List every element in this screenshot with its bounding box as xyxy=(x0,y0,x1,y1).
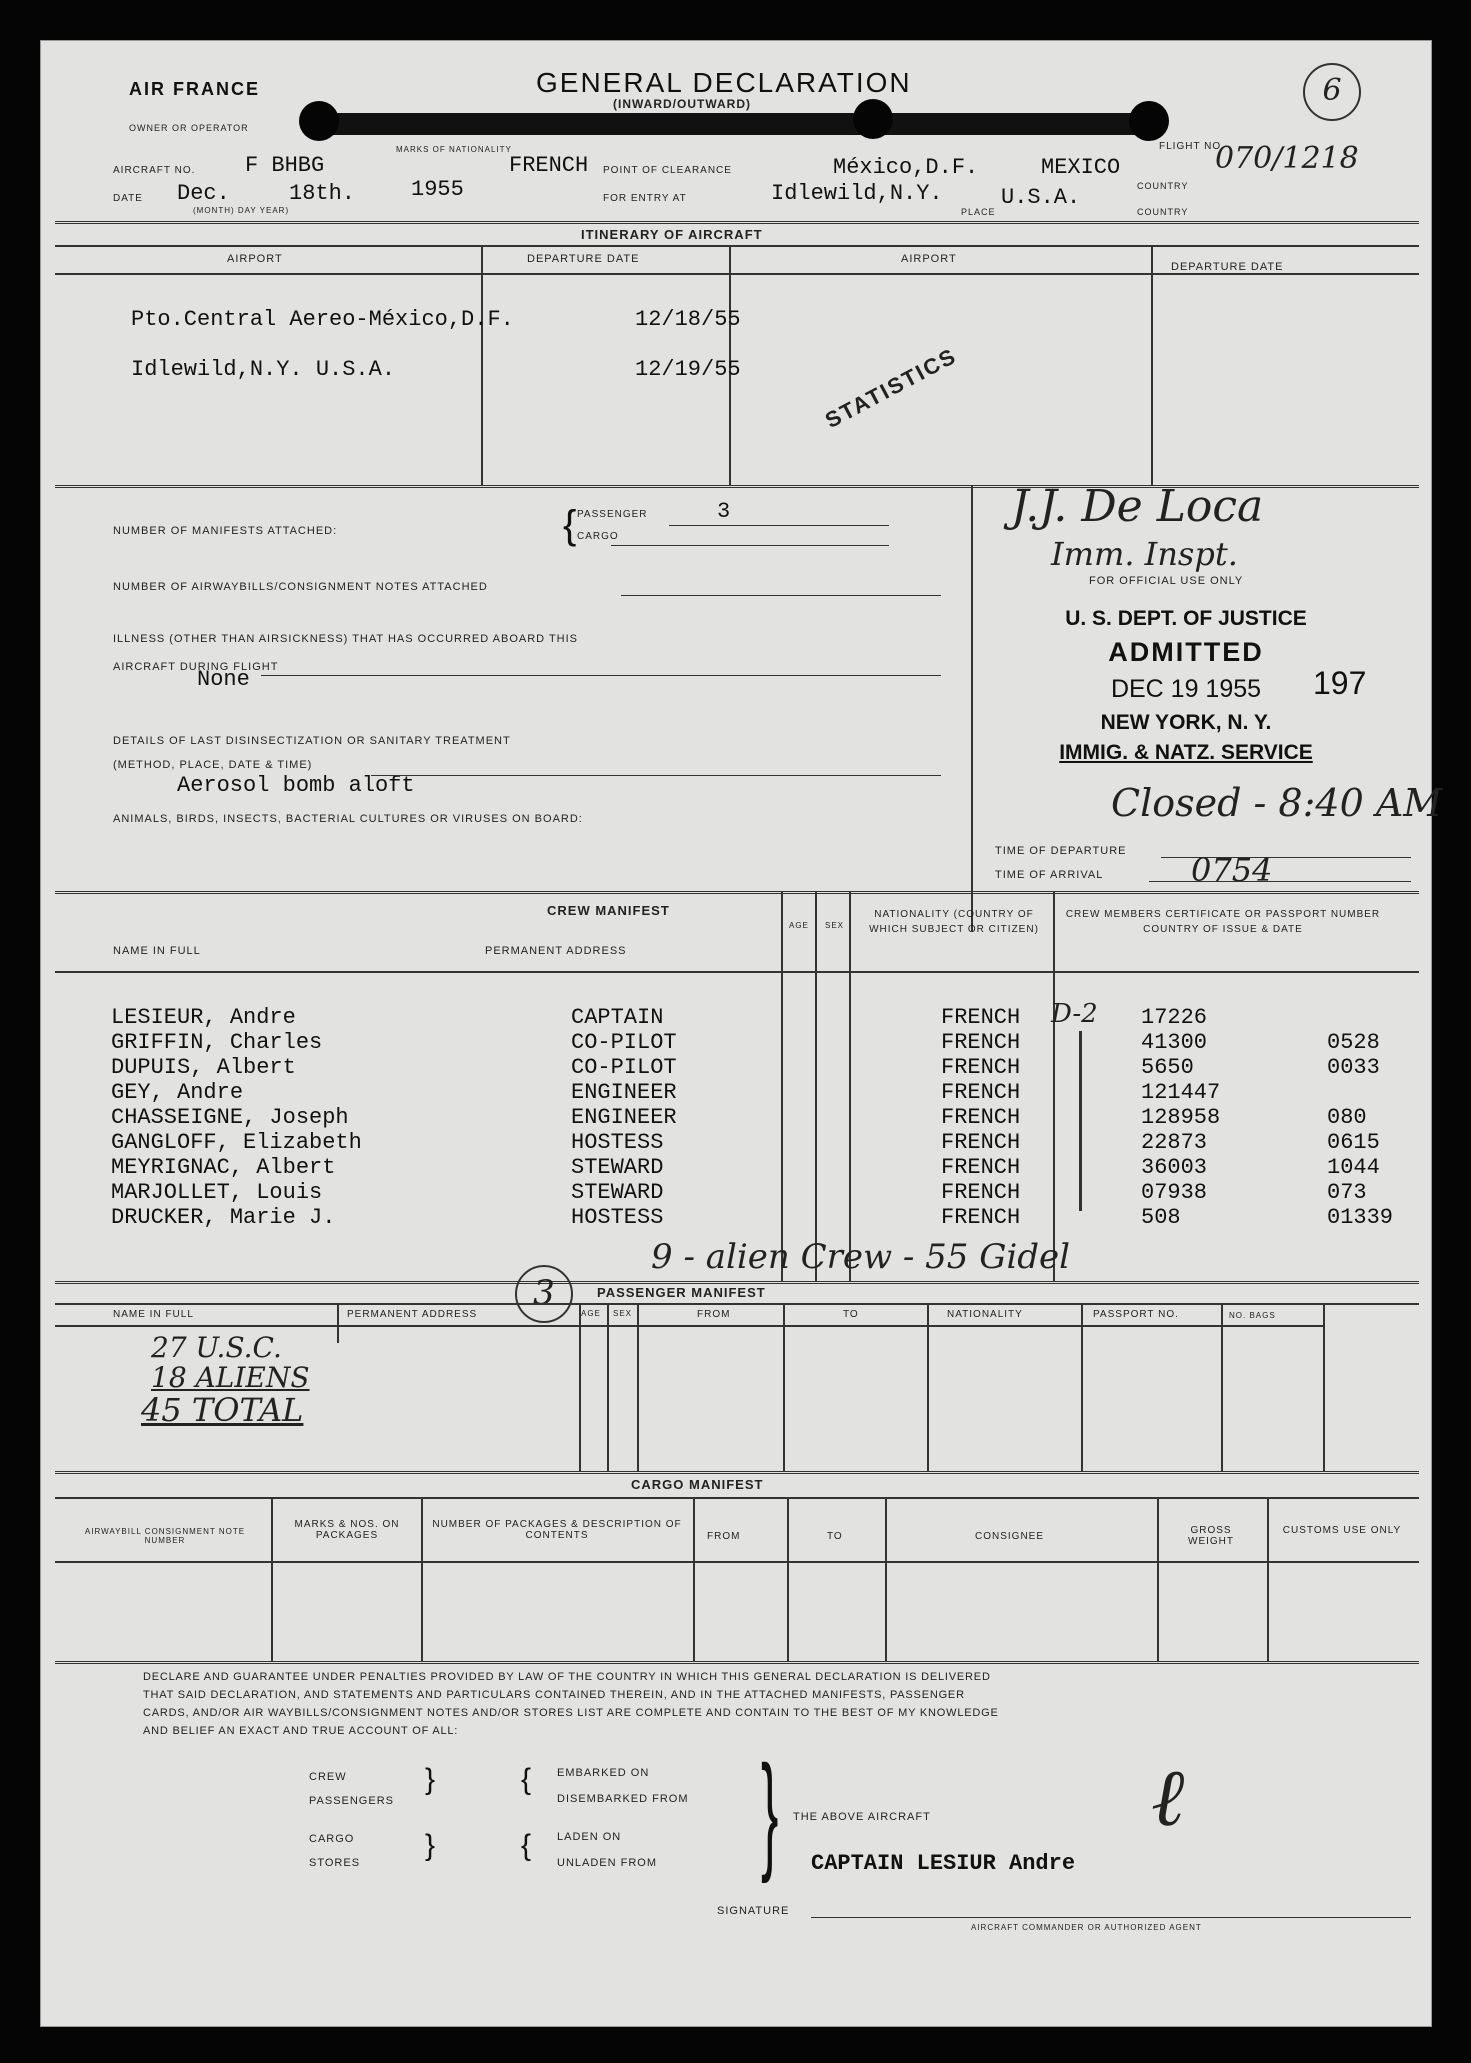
arrival-time-value: 0754 xyxy=(1191,851,1273,889)
divider xyxy=(55,1325,1325,1327)
cargo-col-to: TO xyxy=(827,1531,843,1542)
divider xyxy=(55,891,1419,894)
manifests-label: NUMBER OF MANIFESTS ATTACHED: xyxy=(113,525,338,537)
cargo-col-consignee: CONSIGNEE xyxy=(975,1531,1045,1542)
crew-role: CO-PILOT xyxy=(571,1030,677,1055)
crew-nationality: FRENCH xyxy=(941,1155,1021,1180)
airwaybills-label: NUMBER OF AIRWAYBILLS/CONSIGNMENT NOTES ATTACHED xyxy=(113,581,488,593)
stamp-date: DEC 19 1955 xyxy=(1110,675,1262,703)
declaration-text-1: DECLARE AND GUARANTEE UNDER PENALTIES PROVIDED BY LAW OF THE COUNTRY IN WHICH THIS GENERAL DECLARATION IS DELIVERED xyxy=(143,1671,991,1683)
crew-nationality: FRENCH xyxy=(941,1055,1021,1080)
animals-label: ANIMALS, BIRDS, INSECTS, BACTERIAL CULTURES OR VIRUSES ON BOARD: xyxy=(113,813,583,825)
crew-nationality: FRENCH xyxy=(941,1105,1021,1130)
declaration-text-4: AND BELIEF AN EXACT AND TRUE ACCOUNT OF ALL: xyxy=(143,1725,459,1737)
crew-name: MEYRIGNAC, Albert xyxy=(111,1155,336,1180)
decl-brace: } xyxy=(425,1763,436,1796)
divider xyxy=(669,525,889,526)
form-subtitle: (INWARD/OUTWARD) xyxy=(613,97,751,111)
divider xyxy=(611,545,889,546)
pax-col-name: NAME IN FULL xyxy=(113,1309,194,1320)
table-row xyxy=(41,1005,1431,1030)
decl-above-aircraft: THE ABOVE AIRCRAFT xyxy=(793,1811,931,1823)
divider xyxy=(787,1497,789,1661)
flight-no-label: FLIGHT NO. xyxy=(1159,141,1225,152)
crew-nationality: FRENCH xyxy=(941,1080,1021,1105)
divider xyxy=(1221,1303,1223,1471)
inspector-title: Imm. Inspt. xyxy=(1051,535,1238,573)
captain-signature: ℓ xyxy=(1151,1751,1185,1844)
decl-crew: CREW xyxy=(309,1771,347,1783)
owner-label: OWNER OR OPERATOR xyxy=(129,123,249,133)
divider xyxy=(1267,1497,1269,1661)
pax-col-age: AGE xyxy=(581,1309,601,1318)
table-row xyxy=(41,1205,1431,1230)
table-row xyxy=(41,1155,1431,1180)
decl-brace: } xyxy=(425,1829,436,1862)
signature-label: SIGNATURE xyxy=(717,1905,790,1917)
pax-col-sex: SEX xyxy=(613,1309,633,1318)
crew-annotation: 9 - alien Crew - 55 Gidel xyxy=(651,1237,1071,1277)
crew-certificate: 17226 xyxy=(1141,1005,1208,1030)
stamp-number: 197 xyxy=(1313,665,1367,701)
crew-cert-date: 1044 xyxy=(1327,1155,1380,1180)
decl-captain: CAPTAIN LESIUR Andre xyxy=(811,1851,1076,1876)
form-title: GENERAL DECLARATION xyxy=(536,67,912,98)
crew-role: CAPTAIN xyxy=(571,1005,664,1030)
country-label: COUNTRY xyxy=(1137,181,1189,191)
divider xyxy=(579,1303,581,1471)
divider xyxy=(783,1303,785,1471)
crew-table xyxy=(41,1005,1431,1245)
arrival-time-label: TIME OF ARRIVAL xyxy=(995,869,1104,881)
cargo-col-from: FROM xyxy=(707,1531,741,1542)
divider xyxy=(885,1497,887,1661)
redaction-bar xyxy=(321,113,1161,135)
decl-cargo: CARGO xyxy=(309,1833,355,1845)
cargo-manifest-label: CARGO xyxy=(577,531,619,542)
declaration-text-2: THAT SAID DECLARATION, AND STATEMENTS AND PARTICULARS CONTAINED THEREIN, AND IN THE ATTACHED MANIFESTS, PASSENGER xyxy=(143,1689,965,1701)
divider xyxy=(337,1303,339,1343)
crew-certificate: 508 xyxy=(1141,1205,1181,1230)
aircraft-label: AIRCRAFT NO. xyxy=(113,165,196,176)
illness-label-2: AIRCRAFT DURING FLIGHT xyxy=(113,661,279,673)
manifests-brace: { xyxy=(563,503,577,547)
crew-certificate: 07938 xyxy=(1141,1180,1208,1205)
crew-col-address: PERMANENT ADDRESS xyxy=(485,945,627,957)
pax-col-address: PERMANENT ADDRESS xyxy=(347,1309,478,1320)
crew-role: ENGINEER xyxy=(571,1080,677,1105)
punch-hole xyxy=(853,99,893,139)
place-label: PLACE xyxy=(961,207,996,217)
crew-certificate: 41300 xyxy=(1141,1030,1208,1055)
crew-name: LESIEUR, Andre xyxy=(111,1005,296,1030)
divider xyxy=(55,1561,1419,1563)
divider xyxy=(55,1497,1419,1499)
crew-certificate: 121447 xyxy=(1141,1080,1221,1105)
crew-nationality: FRENCH xyxy=(941,1180,1021,1205)
divider xyxy=(693,1497,695,1661)
crew-role: ENGINEER xyxy=(571,1105,677,1130)
crew-col-certificate: CREW MEMBERS CERTIFICATE OR PASSPORT NUMBER COUNTRY OF ISSUE & DATE xyxy=(1065,909,1381,935)
divider xyxy=(55,245,1419,247)
country-label-2: COUNTRY xyxy=(1137,207,1189,217)
closed-annotation: Closed - 8:40 AM xyxy=(1111,781,1443,825)
crew-cert-date: 080 xyxy=(1327,1105,1367,1130)
entry-place: Idlewild,N.Y. xyxy=(771,181,943,206)
cargo-col-weight: GROSS WEIGHT xyxy=(1188,1525,1234,1547)
cargo-col-packages: NUMBER OF PACKAGES & DESCRIPTION OF CONTENTS xyxy=(432,1519,682,1541)
stamp-city: NEW YORK, N. Y. xyxy=(1100,711,1272,734)
table-row xyxy=(41,1180,1431,1205)
itinerary-airport-2: Idlewild,N.Y. U.S.A. xyxy=(131,357,396,382)
crew-role: HOSTESS xyxy=(571,1130,664,1155)
crew-certificate: 36003 xyxy=(1141,1155,1208,1180)
decl-embarked: EMBARKED ON xyxy=(557,1767,650,1779)
operator-name: AIR FRANCE xyxy=(129,79,260,99)
nationality-marks-label: MARKS OF NATIONALITY xyxy=(396,145,512,154)
crew-col-sex: SEX xyxy=(825,921,845,930)
punch-hole xyxy=(299,101,339,141)
divider xyxy=(1323,1303,1325,1471)
passenger-manifest-count: 3 xyxy=(717,499,731,524)
nationality-marks-value: FRENCH xyxy=(509,153,589,178)
decl-brace: { xyxy=(521,1829,532,1862)
table-row xyxy=(41,1080,1431,1105)
aircraft-value: F BHBG xyxy=(245,153,325,178)
decl-disembarked: DISEMBARKED FROM xyxy=(557,1793,689,1805)
itinerary-airport-1: Pto.Central Aereo-México,D.F. xyxy=(131,307,514,332)
table-row xyxy=(41,1130,1431,1155)
pax-col-passport: PASSPORT NO. xyxy=(1093,1309,1179,1320)
date-day: 18th. xyxy=(289,181,356,206)
date-parts-label: (MONTH) DAY YEAR) xyxy=(193,206,290,215)
divider xyxy=(927,1303,929,1471)
illness-label-1: ILLNESS (OTHER THAN AIRSICKNESS) THAT HAS OCCURRED ABOARD THIS xyxy=(113,633,579,645)
divider xyxy=(55,221,1419,224)
nationality-mark: D-2 xyxy=(1051,999,1098,1029)
passenger-count-circle: 3 xyxy=(515,1265,573,1323)
punch-hole xyxy=(1129,101,1169,141)
crew-name: GANGLOFF, Elizabeth xyxy=(111,1130,362,1155)
itinerary-title: ITINERARY OF AIRCRAFT xyxy=(581,227,763,242)
stamp-service: IMMIG. & NATZ. SERVICE xyxy=(1059,741,1313,764)
crew-nationality: FRENCH xyxy=(941,1030,1021,1055)
declaration-text-3: CARDS, AND/OR AIR WAYBILLS/CONSIGNMENT NOTES AND/OR STORES LIST ARE COMPLETE AND CONTAIN TO THE BEST OF MY KNOWLEDGE xyxy=(143,1707,999,1719)
document-number-mark: 6 xyxy=(1303,63,1361,121)
divider xyxy=(55,971,1419,973)
divider xyxy=(481,245,483,485)
divider xyxy=(55,1661,1419,1664)
divider xyxy=(55,1471,1419,1474)
divider xyxy=(621,595,941,596)
divider xyxy=(607,1303,609,1471)
passenger-manifest-label: PASSENGER xyxy=(577,509,648,520)
itinerary-date-1: 12/18/55 xyxy=(635,307,741,332)
itinerary-departure-col: DEPARTURE DATE xyxy=(527,253,640,265)
table-row xyxy=(41,1055,1431,1080)
crew-manifest-title: CREW MANIFEST xyxy=(547,903,670,918)
crew-role: STEWARD xyxy=(571,1155,664,1180)
crew-cert-date: 073 xyxy=(1327,1180,1367,1205)
decl-passengers: PASSENGERS xyxy=(309,1795,394,1807)
itinerary-airport-col: AIRPORT xyxy=(227,253,283,265)
departure-time-label: TIME OF DEPARTURE xyxy=(995,845,1127,857)
divider xyxy=(1151,245,1153,485)
crew-role: HOSTESS xyxy=(571,1205,664,1230)
commander-label: AIRCRAFT COMMANDER OR AUTHORIZED AGENT xyxy=(971,1923,1202,1932)
crew-col-name: NAME IN FULL xyxy=(113,945,201,957)
pax-col-bags: NO. BAGS xyxy=(1229,1311,1276,1320)
cargo-col-marks: MARKS & NOS. ON PACKAGES xyxy=(294,1519,400,1541)
crew-cert-date: 0528 xyxy=(1327,1030,1380,1055)
clearance-place: México,D.F. xyxy=(833,155,979,180)
divider xyxy=(1157,1497,1159,1661)
passenger-manifest-title: PASSENGER MANIFEST xyxy=(597,1285,766,1300)
pax-col-from: FROM xyxy=(697,1309,731,1320)
cargo-col-airwaybill: AIRWAYBILL CONSIGNMENT NOTE NUMBER xyxy=(84,1527,246,1545)
bracket-mark xyxy=(1079,1031,1082,1211)
entry-label: FOR ENTRY AT xyxy=(603,193,687,204)
signature-line xyxy=(811,1917,1411,1918)
pax-col-nationality: NATIONALITY xyxy=(947,1309,1023,1320)
decl-big-brace: } xyxy=(761,1738,779,1884)
pax-total-line-1: 27 U.S.C. xyxy=(151,1331,282,1364)
divider xyxy=(1149,881,1411,882)
divider xyxy=(421,1497,423,1661)
illness-value: None xyxy=(197,667,250,692)
crew-col-nationality: NATIONALITY (COUNTRY OF WHICH SUBJECT OR CITIZEN) xyxy=(869,909,1039,935)
crew-nationality: FRENCH xyxy=(941,1005,1021,1030)
itinerary-date-2: 12/19/55 xyxy=(635,357,741,382)
itinerary-airport-col-2: AIRPORT xyxy=(901,253,957,265)
date-year: 1955 xyxy=(411,177,464,202)
divider xyxy=(637,1303,639,1471)
cargo-manifest-title: CARGO MANIFEST xyxy=(631,1477,764,1492)
disinsection-label-2: (METHOD, PLACE, DATE & TIME) xyxy=(113,759,313,771)
divider xyxy=(261,675,941,676)
crew-nationality: FRENCH xyxy=(941,1130,1021,1155)
divider xyxy=(55,273,1419,275)
stamp-admitted: ADMITTED xyxy=(1108,637,1264,667)
disinsection-value: Aerosol bomb aloft xyxy=(177,773,415,798)
crew-name: DRUCKER, Marie J. xyxy=(111,1205,336,1230)
pax-total-line-3: 45 TOTAL xyxy=(141,1391,304,1429)
crew-col-age: AGE xyxy=(789,921,809,930)
flight-no-value: 070/1218 xyxy=(1215,141,1359,176)
crew-certificate: 5650 xyxy=(1141,1055,1194,1080)
table-row xyxy=(41,1105,1431,1130)
table-row xyxy=(41,1030,1431,1055)
crew-name: CHASSEIGNE, Joseph xyxy=(111,1105,349,1130)
inspector-signature: J.J. De Loca xyxy=(1011,481,1264,532)
crew-certificate: 128958 xyxy=(1141,1105,1221,1130)
divider xyxy=(371,775,941,776)
general-declaration-form xyxy=(40,40,1443,2027)
pax-col-to: TO xyxy=(843,1309,859,1320)
decl-brace: { xyxy=(521,1763,532,1796)
crew-cert-date: 0033 xyxy=(1327,1055,1380,1080)
crew-cert-date: 0615 xyxy=(1327,1130,1380,1155)
decl-laden: LADEN ON xyxy=(557,1831,622,1843)
crew-nationality: FRENCH xyxy=(941,1205,1021,1230)
divider xyxy=(55,1303,1419,1305)
decl-stores: STORES xyxy=(309,1857,361,1869)
crew-name: DUPUIS, Albert xyxy=(111,1055,296,1080)
divider xyxy=(271,1497,273,1661)
stamp-dept: U. S. DEPT. OF JUSTICE xyxy=(1065,607,1307,630)
date-label: DATE xyxy=(113,193,143,204)
entry-country: U.S.A. xyxy=(1001,185,1081,210)
clearance-label: POINT OF CLEARANCE xyxy=(603,165,732,176)
date-month: Dec. xyxy=(177,181,230,206)
disinsection-label-1: DETAILS OF LAST DISINSECTIZATION OR SANITARY TREATMENT xyxy=(113,735,511,747)
divider xyxy=(971,485,973,931)
clearance-country: MEXICO xyxy=(1041,155,1121,180)
divider xyxy=(55,1281,1419,1284)
crew-name: GRIFFIN, Charles xyxy=(111,1030,323,1055)
divider xyxy=(1081,1303,1083,1471)
cargo-col-customs: CUSTOMS USE ONLY xyxy=(1282,1525,1402,1536)
crew-name: GEY, Andre xyxy=(111,1080,244,1105)
statistics-stamp: STATISTICS xyxy=(821,342,961,434)
crew-cert-date: 01339 xyxy=(1327,1205,1394,1230)
crew-role: STEWARD xyxy=(571,1180,664,1205)
crew-certificate: 22873 xyxy=(1141,1130,1208,1155)
crew-role: CO-PILOT xyxy=(571,1055,677,1080)
official-use-label: FOR OFFICIAL USE ONLY xyxy=(1089,575,1244,587)
crew-name: MARJOLLET, Louis xyxy=(111,1180,323,1205)
itinerary-departure-col-2: DEPARTURE DATE xyxy=(1171,261,1284,273)
pax-total-line-2: 18 ALIENS xyxy=(151,1361,310,1394)
decl-unladen: UNLADEN FROM xyxy=(557,1857,658,1869)
